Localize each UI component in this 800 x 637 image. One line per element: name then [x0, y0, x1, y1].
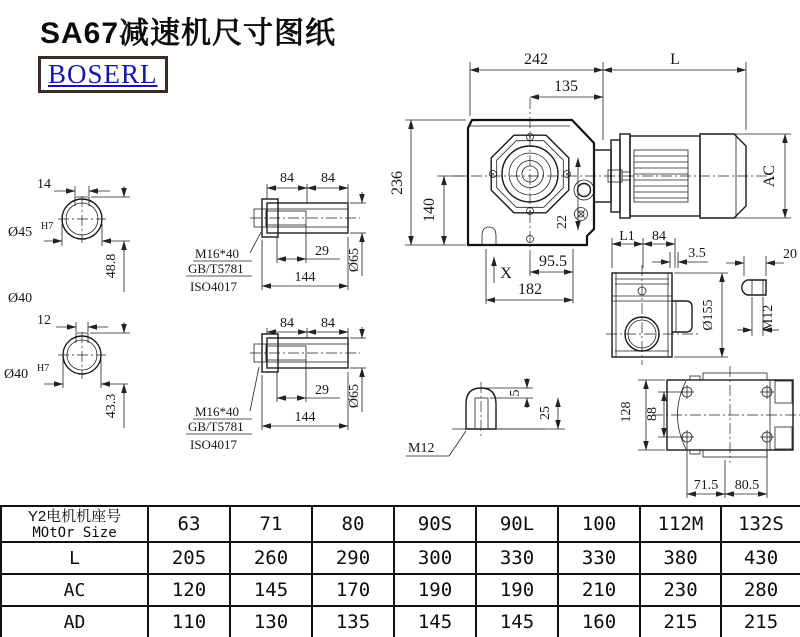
motor-size-table [0, 505, 800, 637]
dim-84-2: 84 [321, 171, 335, 186]
dim-M12-plug: M12 [761, 304, 776, 332]
dim-X: X [500, 265, 512, 282]
dim-bore-40: Ø40 [4, 367, 29, 382]
dim-43-3: 43.3 [104, 393, 119, 419]
dim-48-8: 48.8 [104, 253, 119, 279]
table-cell: 230 [640, 574, 721, 606]
table-cell: 110 [148, 606, 230, 637]
row-label: AD [1, 606, 148, 637]
dim-22: 22 [555, 215, 570, 229]
table-cell: 330 [558, 542, 640, 574]
dim-128: 128 [619, 401, 634, 423]
table-cell: 130 [230, 606, 312, 637]
table-cell: 120 [148, 574, 230, 606]
top-view [606, 229, 728, 365]
dim-88: 88 [645, 407, 660, 421]
col-header: 71 [230, 506, 312, 542]
callout-bolt-2: M16*40 [195, 404, 240, 419]
dim-3-5: 3.5 [688, 246, 706, 261]
dim-144: 144 [294, 270, 316, 285]
table-row-L [1, 542, 800, 574]
table-cell: 380 [640, 542, 721, 574]
table-cell: 190 [394, 574, 476, 606]
dim-20: 20 [783, 247, 797, 262]
table-cell: 145 [476, 606, 558, 637]
page-title: SA67减速机尺寸图纸 [40, 17, 337, 50]
callout-gb-1: GB/T5781 [188, 261, 244, 276]
col-header: 80 [312, 506, 394, 542]
table-cell: 280 [721, 574, 800, 606]
dim-keyway-12: 12 [37, 313, 51, 328]
dim-L1: L1 [619, 229, 635, 244]
hollow-shaft-view-top [186, 171, 366, 294]
table-cell: 330 [476, 542, 558, 574]
dim-242: 242 [524, 51, 548, 68]
bore-view-bottom [4, 313, 130, 428]
table-cell: 190 [476, 574, 558, 606]
table-cell: 205 [148, 542, 230, 574]
dim-71-5: 71.5 [693, 478, 719, 493]
table-cell: 260 [230, 542, 312, 574]
table-cell: 300 [394, 542, 476, 574]
dim-84-4: 84 [321, 316, 335, 331]
dim-25: 25 [538, 406, 553, 420]
dim-bore-45: Ø45 [8, 225, 33, 240]
row-label: L [1, 542, 148, 574]
table-cell: 290 [312, 542, 394, 574]
col-header: 132S [721, 506, 800, 542]
table-cell: 160 [558, 606, 640, 637]
col-header: 90L [476, 506, 558, 542]
table-cell: 215 [640, 606, 721, 637]
table-cell: 170 [312, 574, 394, 606]
label-M12-dome: M12 [408, 441, 435, 456]
dim-L: L [670, 51, 680, 68]
col-header: 90S [394, 506, 476, 542]
callout-iso-2: ISO4017 [190, 437, 237, 452]
table-row-AC [1, 574, 800, 606]
table-cell: 135 [312, 606, 394, 637]
bottom-view [619, 366, 800, 498]
col-header: 100 [558, 506, 640, 542]
hollow-shaft-view-bottom [186, 316, 366, 452]
callout-gb-2: GB/T5781 [188, 419, 244, 434]
table-cell: 210 [558, 574, 640, 606]
table-header-row [1, 506, 800, 542]
plug-detail [726, 247, 797, 336]
col-header: 112M [640, 506, 721, 542]
dim-84-1: 84 [280, 171, 294, 186]
table-cell: 215 [721, 606, 800, 637]
dim-keyway-14: 14 [37, 177, 51, 192]
table-cell: 145 [394, 606, 476, 637]
corner-label-cn: Y2电机机座号 [27, 507, 122, 525]
dim-135: 135 [554, 78, 578, 95]
dim-84-3: 84 [280, 316, 294, 331]
dim-bore-45-tol: H7 [41, 221, 54, 232]
table-cell: 430 [721, 542, 800, 574]
dim-140: 140 [421, 198, 438, 222]
dim-182: 182 [518, 281, 542, 298]
row-label: AC [1, 574, 148, 606]
dim-236: 236 [389, 171, 406, 195]
dim-95-5: 95.5 [539, 253, 567, 270]
main-view [389, 51, 791, 304]
table-corner-cell [1, 506, 148, 542]
corner-label-en: MOtOr Size [32, 524, 117, 541]
label-shaft-40: Ø40 [8, 291, 33, 306]
table-cell: 145 [230, 574, 312, 606]
callout-iso-1: ISO4017 [190, 279, 237, 294]
bore-view-top [8, 177, 130, 306]
callout-bolt-1: M16*40 [195, 246, 240, 261]
dim-29: 29 [315, 244, 329, 259]
dim-65: Ø65 [347, 247, 362, 273]
dim-29b: 29 [315, 383, 329, 398]
table-row-AD [1, 606, 800, 637]
dome-detail [406, 378, 565, 456]
dim-144b: 144 [294, 410, 316, 425]
dim-5: 5 [508, 389, 523, 397]
dim-80-5: 80.5 [734, 478, 760, 493]
dim-AC: AC [761, 164, 778, 188]
dim-65b: Ø65 [347, 383, 362, 409]
col-header: 63 [148, 506, 230, 542]
dim-84-top: 84 [652, 229, 666, 244]
dim-155: Ø155 [701, 299, 716, 331]
brand-logo: BOSERL [38, 56, 168, 93]
dim-bore-40-tol: H7 [37, 363, 50, 374]
